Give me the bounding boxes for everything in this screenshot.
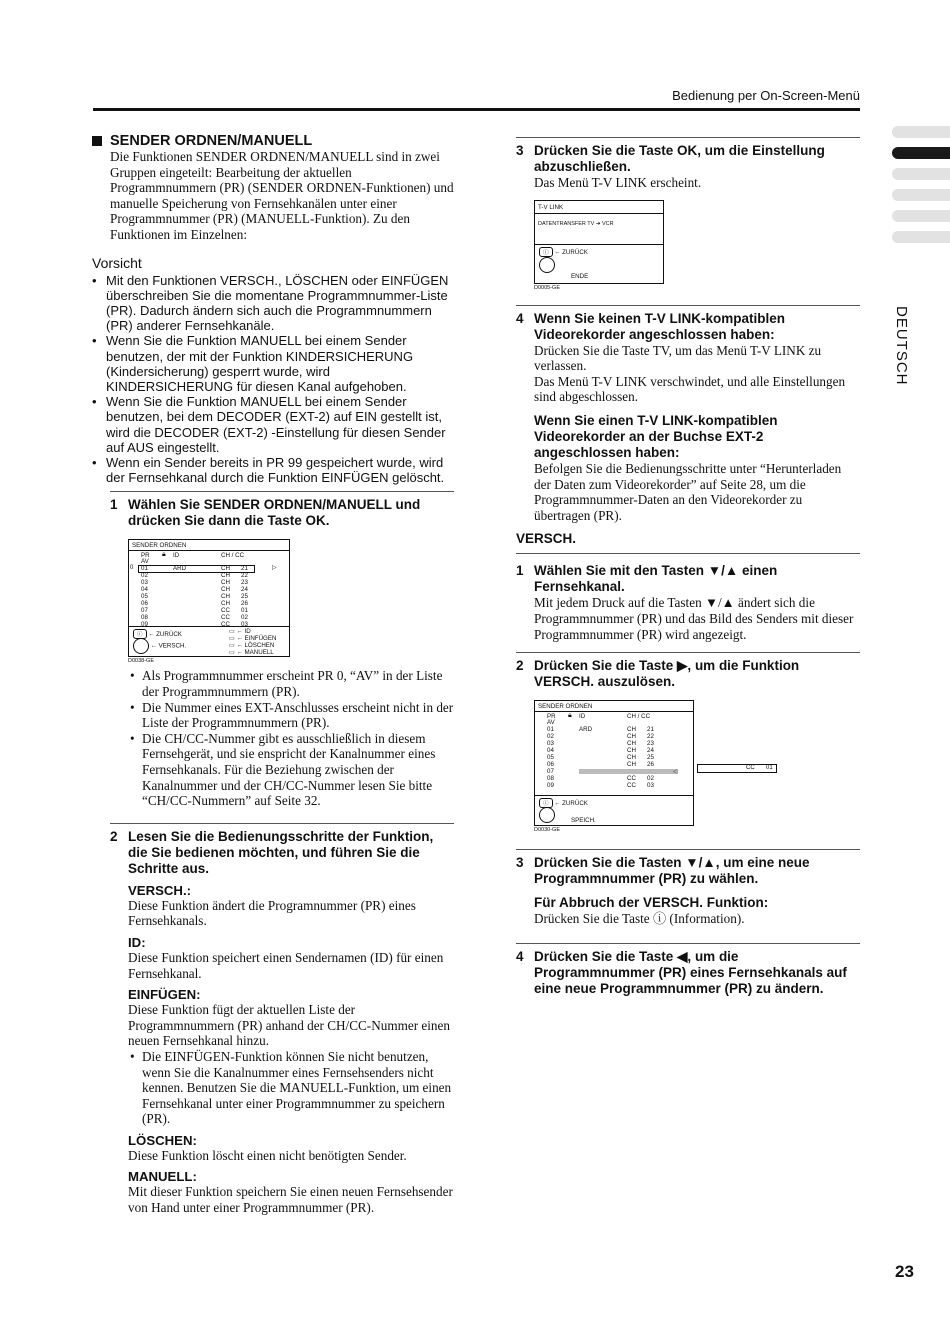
dpad-icon (539, 807, 555, 823)
legend-item: ▭ ← LÖSCHEN (229, 642, 275, 650)
step-text: Das Menü T-V LINK erscheint. (534, 175, 702, 190)
legend-item: ▭ ← ID (229, 628, 251, 636)
step-number: 4 (516, 948, 524, 964)
note-item: • Die EINFÜGEN-Funktion können Sie nicht benutzen, wenn Sie die Kanalnummer eines Fernsehsenders nicht kennen. Benutzen Sie die MANUELL-Funktion, um einen Fernsehkanal unter einer Programmnummer zu speichern (PR). (128, 1049, 454, 1127)
screen-code: D0038-GE (128, 658, 154, 665)
dpad-icon (539, 257, 555, 273)
osd-versch-label: VERSCH. (158, 643, 187, 651)
versch-step-2 (516, 652, 860, 690)
osd-save-label: SPEICH. (571, 817, 596, 825)
table-row: 04 CH 24 (141, 586, 248, 594)
table-row: 02 CH 22 (547, 733, 654, 741)
function-label: LÖSCHEN: (128, 1132, 197, 1148)
tab-6[interactable] (892, 231, 950, 243)
table-row: 08 CC 02 (141, 614, 248, 622)
versch-step-4 (516, 943, 860, 997)
table-row: 04 CH 24 (547, 747, 654, 755)
table-row: AV (141, 558, 149, 566)
step-number: 1 (516, 563, 524, 579)
caution-title: Vorsicht (92, 254, 142, 271)
table-row: 07 CC 01 (141, 607, 248, 615)
note-item: • Als Programmnummer erscheint PR 0, “AV” in der Liste der Programmnummern (PR). (128, 668, 454, 699)
step-heading: Lesen Sie die Bedienungsschritte der Funktion, die Sie bedienen möchten, und führen Sie die Schritte aus. (128, 828, 434, 876)
table-row: 06 CH 26 (547, 761, 654, 769)
col-pr: PR (547, 713, 556, 721)
legend-item: ▭ ← EINFÜGEN (229, 635, 277, 643)
table-row: 05 CH 25 (141, 593, 248, 601)
step-subheading: Wenn Sie einen T-V LINK-kompatiblen Videorekorder an der Buchse EXT-2 angeschlossen haben: (534, 412, 778, 460)
right-column (516, 137, 860, 997)
section-title-text: SENDER ORDNEN/MANUELL (110, 133, 313, 149)
language-tabs (892, 126, 950, 252)
step-heading: Drücken Sie die Taste ▶, um die Funktion VERSCH. auszulösen. (534, 658, 800, 690)
function-text: Diese Funktion ändert die Programnummer (PR) eines Fernsehkanals. (128, 897, 416, 929)
zero-marker: 0 (130, 565, 134, 572)
step-3-ok (516, 137, 860, 191)
osd-title: SENDER ORDNEN (132, 542, 187, 550)
header-rule (93, 108, 860, 111)
osd-title: T-V LINK (538, 203, 564, 211)
legend-item: ▭ ← MANUELL (229, 649, 274, 657)
screen-code: D0005-GE (534, 284, 560, 291)
step-text: Mit jedem Druck auf die Tasten ▼/▲ ändert sich die Programmnummer (PR) und das Bild des Senders mit dieser Programmnummer (PR) wird angezeigt. (534, 595, 854, 642)
step-number: 3 (516, 855, 524, 871)
osd-end-label: ENDE (571, 272, 589, 280)
versch-title: VERSCH. (516, 531, 860, 554)
col-chcc: CH / CC (221, 552, 245, 560)
step-number: 2 (110, 828, 118, 844)
function-text: Diese Funktion fügt der aktuellen Liste der Programmnummern (PR) anhand der CH/CC-Nummer einen neuen Fernsehkanal hinzu. (128, 1002, 450, 1049)
step-text: Das Menü T-V LINK verschwindet, und alle Einstellungen sind abgeschlossen. (534, 373, 846, 405)
function-label: MANUELL: (128, 1169, 197, 1185)
caution-item: • Wenn ein Sender bereits in PR 99 gespeichert wurde, wird der Fernsehkanal durch die Funktion EINFÜGEN gelöscht. (92, 455, 454, 485)
step-text: Drücken Sie die Taste TV, um das Menü T-V LINK zu verlassen. (534, 342, 822, 374)
caution-item: • Mit den Funktionen VERSCH., LÖSCHEN oder EINFÜGEN überschreiben Sie die momentane Programmnummer-Liste (PR). Dadurch ändern sich auch die Programmnummern (PR) anderer Fernsehkanäle. (92, 273, 454, 334)
step-number: 4 (516, 310, 524, 326)
caution-item: • Wenn Sie die Funktion MANUELL bei einem Sender benutzen, der mit der Funktion KINDERSICHERUNG (Kindersicherung) gesperrt wurde, wird KINDERSICHERUNG für diesen Kanal aufgehoben. (92, 333, 454, 394)
step-number: 2 (516, 658, 524, 674)
table-row-empty: 07 (547, 768, 687, 775)
left-column (92, 133, 454, 1216)
table-row: 03 CH 23 (547, 740, 654, 748)
col-chcc: CH / CC (627, 713, 651, 721)
step-subheading: Für Abbruch der VERSCH. Funktion: (534, 895, 769, 911)
osd-line: DATENTRANSFER TV ➔ VCR (538, 220, 614, 227)
info-button-icon: ⓘ (539, 798, 553, 808)
caution-item: • Wenn Sie die Funktion MANUELL bei einem Sender benutzen, bei dem DECODER (EXT-2) auf EIN gestellt ist, wird die DECODER (EXT-2) -Einstellung für diesen Sender auf AUS eingestellt. (92, 394, 454, 455)
step1-notes (128, 668, 454, 808)
square-bullet-icon (92, 136, 102, 146)
col-id: ID (173, 552, 180, 560)
page-header (93, 88, 860, 111)
tab-1[interactable] (892, 126, 950, 138)
col-pr: PR (141, 552, 150, 560)
step-number: 1 (110, 497, 118, 513)
note-item: • Die CH/CC-Nummer gibt es ausschließlich in diesem Fernsehgerät, und sie enspricht der Kanalnummer eines Fernsehkanals. Für die Beziehung zwischen der Kanalnummer und der CH/CC-Nummer lesen Sie bitte “CH/CC-Nummern” auf Seite 32. (128, 731, 454, 809)
osd-back-label: ZURÜCK (156, 631, 182, 639)
dpad-icon (133, 638, 149, 654)
table-row: 01 ARD CH 21 (547, 726, 654, 734)
arrow-left-icon: ◁ (673, 768, 678, 776)
einfuegen-notes (128, 1049, 454, 1127)
screen-code: D0030-GE (534, 827, 560, 834)
step-heading: Wählen Sie mit den Tasten ▼/▲ einen Fernsehkanal. (534, 563, 778, 595)
step-heading: Drücken Sie die Tasten ▼/▲, um eine neue Programmnummer (PR) zu wählen. (534, 855, 810, 887)
section-title (92, 133, 454, 149)
tab-2-active[interactable] (892, 147, 950, 159)
header-title: Bedienung per On-Screen-Menü (672, 88, 860, 103)
function-label: EINFÜGEN: (128, 987, 201, 1003)
osd-screen-tvlink: T-V LINK DATENTRANSFER TV ➔ VCR ⓘ ← ZURÜCK ENDE (534, 200, 664, 284)
lock-icon: 🔒︎ (568, 712, 572, 720)
step-1 (110, 491, 454, 529)
step-heading: Drücken Sie die Taste ◀, um die Programmnummer (PR) eines Fernsehkanals auf eine neue Programmnummer (PR) zu ändern. (534, 948, 847, 996)
intro-text: Die Funktionen SENDER ORDNEN/MANUELL sind in zwei Gruppen eingeteilt: Bearbeitung der aktuellen Programmnummern (PR) (SENDER ORDNEN-Funktionen) und manuelle Speicherung von Fernsehkanälen unter einer Programmnummer (PR) (MANUELL-Funktion). Zu den Funktionen im Einzelnen: (110, 149, 454, 242)
table-row: 06 CH 26 (141, 600, 248, 608)
function-text: Diese Funktion speichert einen Sendernamen (ID) für einen Fernsehkanal. (128, 949, 444, 981)
step-text: Befolgen Sie die Bedienungsschritte unter “Herunterladen der Daten zum Videorekorder” auf Seite 28, um die Programmnummer-Daten an den Videorekorder zu übertragen (PR). (534, 460, 842, 523)
table-row: 02 CH 22 (141, 572, 248, 580)
table-row: 05 CH 25 (547, 754, 654, 762)
info-button-icon: ⓘ (133, 629, 147, 639)
moved-channel-bar: CC 01 (697, 764, 777, 773)
table-row: 08 CC 02 (547, 775, 654, 783)
step-4-tvlink (516, 305, 860, 524)
tab-3[interactable] (892, 168, 950, 180)
function-text: Mit dieser Funktion speichern Sie einen neuen Fernsehsender von Hand unter einer Programmnummer (PR). (128, 1184, 453, 1216)
osd-title: SENDER ORDNEN (538, 703, 593, 711)
osd-back-label: ZURÜCK (562, 800, 588, 808)
osd-screen-versch: SENDER ORDNEN PR 🔒︎ ID CH / CC AV 01 ARD CH 21 02 CH 22 03 CH 23 04 CH 24 05 CH 25 06 CH 26 07 08 CC 02 09 CC 03 ◁ ⓘ ← ZURÜCK SPEICH. (534, 700, 694, 826)
info-button-icon: ⓘ (539, 247, 553, 257)
table-row: 09 CC 03 (141, 621, 248, 629)
page-number: 23 (895, 1262, 914, 1281)
table-row: 03 CH 23 (141, 579, 248, 587)
step-heading: Drücken Sie die Taste OK, um die Einstellung abzuschließen. (534, 143, 825, 174)
tab-5[interactable] (892, 210, 950, 222)
function-label: VERSCH.: (128, 882, 192, 898)
table-row: 01 ARD CH 21 (141, 565, 248, 573)
arrow-right-icon: ▷ (272, 565, 277, 572)
step-heading: Wenn Sie keinen T-V LINK-kompatiblen Videorekorder angeschlossen haben: (534, 310, 786, 342)
table-row: 09 CC 03 (547, 782, 654, 790)
step-heading: Wählen Sie SENDER ORDNEN/MANUELL und drücken Sie dann die Taste OK. (128, 497, 421, 529)
osd-back-label: ZURÜCK (562, 248, 588, 256)
step-number: 3 (516, 143, 524, 158)
function-text: Diese Funktion löscht einen nicht benötigten Sender. (128, 1147, 407, 1163)
versch-step-1 (516, 558, 860, 642)
step-text: Drücken Sie die Taste ⓘ (Information). (534, 911, 745, 927)
col-id: ID (579, 713, 586, 721)
lock-icon: 🔒︎ (162, 551, 166, 559)
caution-list (92, 273, 454, 486)
language-label: DEUTSCH (893, 306, 910, 386)
table-row: AV (547, 719, 555, 727)
note-item: • Die Nummer eines EXT-Anschlusses erscheint nicht in der Liste der Programmnummern (PR). (128, 700, 454, 731)
versch-step-3 (516, 849, 860, 927)
tab-4[interactable] (892, 189, 950, 201)
step-2 (110, 823, 454, 1216)
function-label: ID: (128, 934, 146, 950)
osd-screen-sender-ordnen: SENDER ORDNEN PR 🔒︎ ID CH / CC 0 ▷ AV 01 ARD CH 21 02 CH 22 03 CH 23 04 CH 24 05 CH 25 06 CH 26 07 CC 01 08 CC 02 09 CC 03 ⓘ ← ZURÜCK ← VERSCH. ▭ ← ID ▭ ← EINFÜGEN ▭ ← LÖSCHEN ▭ ← MANUELL (128, 539, 290, 657)
